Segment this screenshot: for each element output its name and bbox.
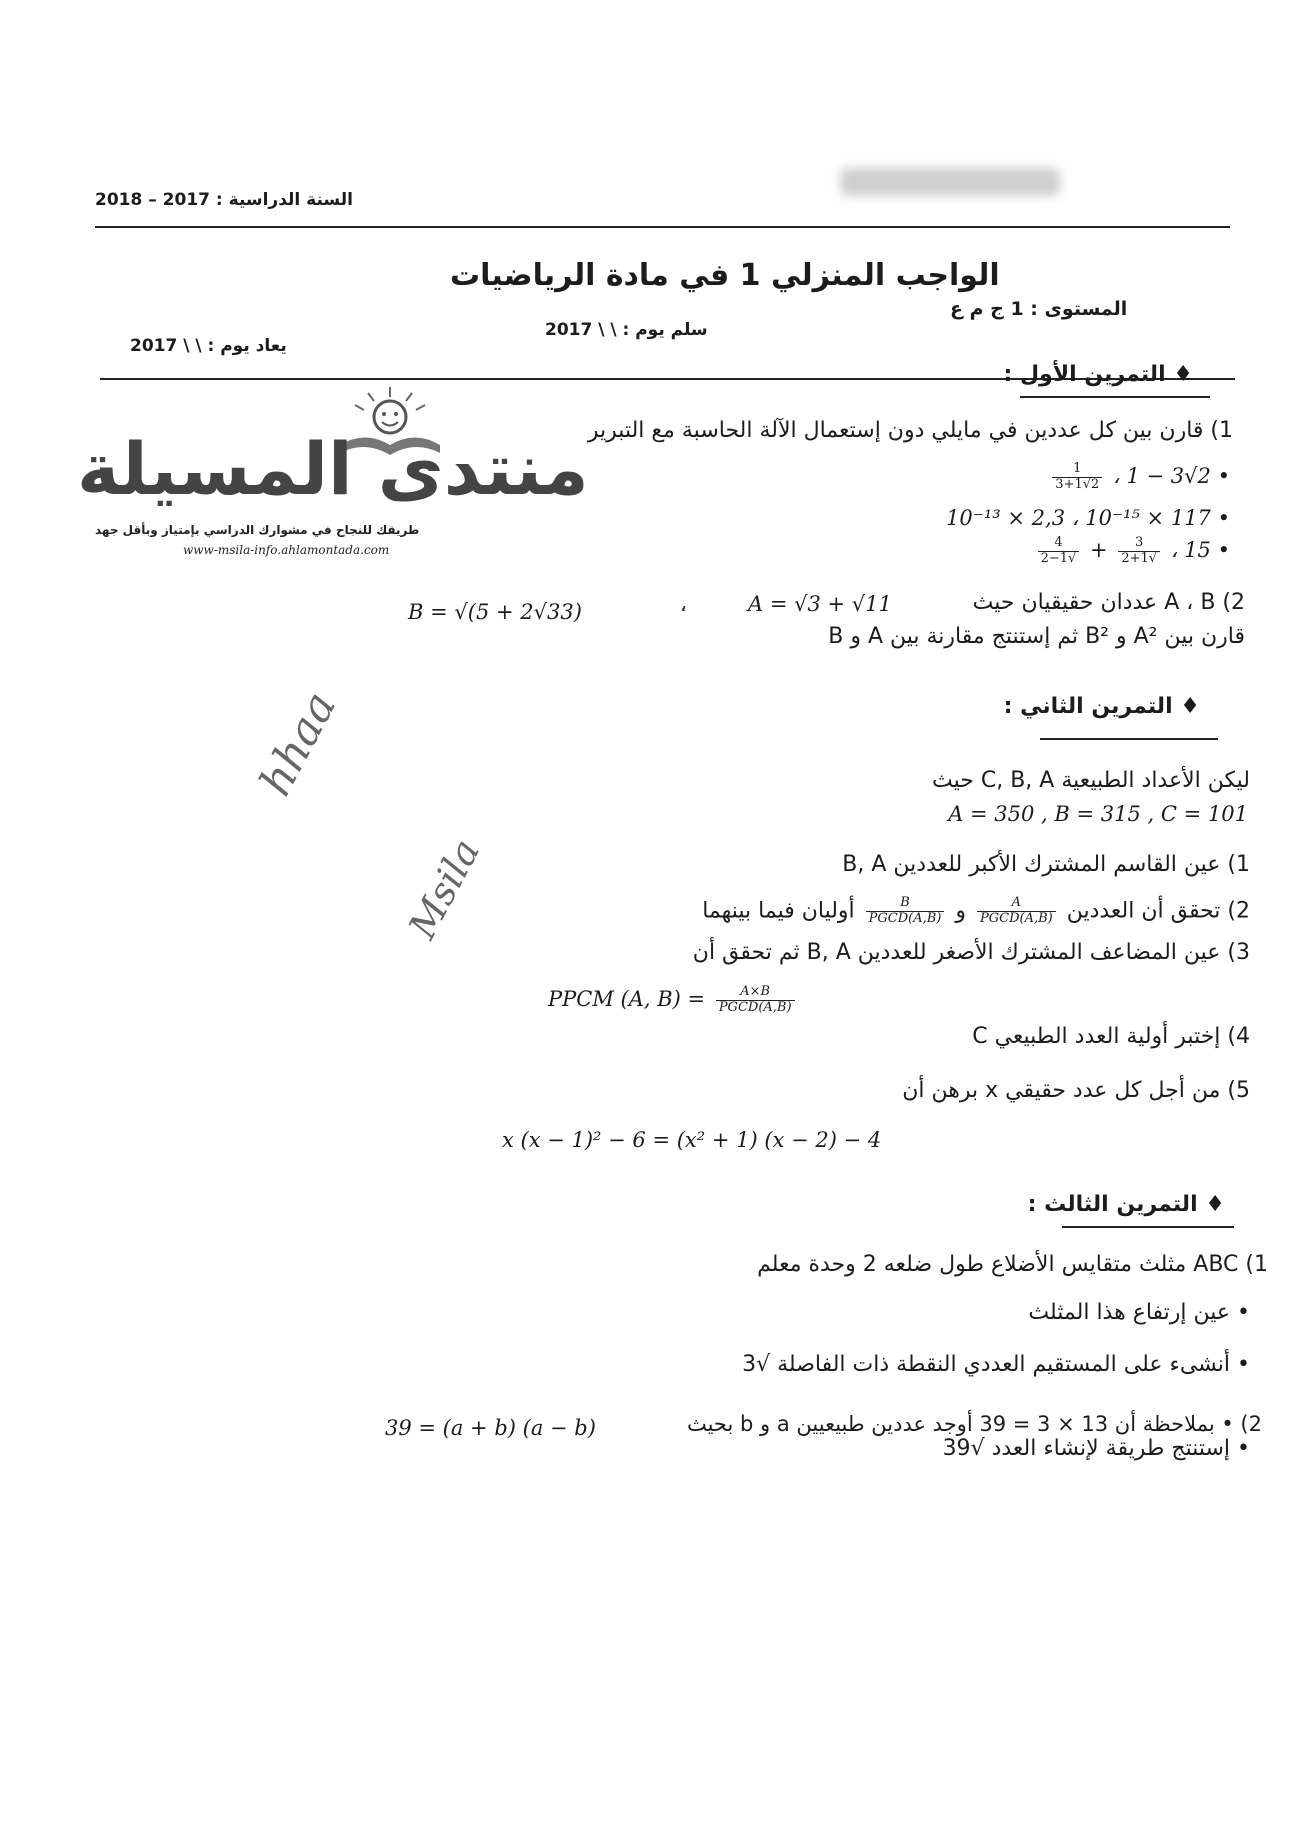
ex2-q2 xyxy=(702,896,1250,927)
ex2-title: ♦ التمرين الثاني : xyxy=(1003,694,1200,719)
ex1-q2-comma: ، xyxy=(680,592,687,616)
handwritten-note-1: hhaa xyxy=(250,683,347,804)
return-date: يعاد يوم : \ \ 2017 xyxy=(130,336,287,356)
ex1-q2b: قارن بين A² و B² ثم إستنتج مقارنة بين A و B xyxy=(828,624,1245,649)
ex2-q2-frac2: $\frac{B}{\text{PGCD(A,B)}}$ xyxy=(866,896,945,927)
ex1-b2: 117 × 10⁻¹⁵ ، 2,3 × 10⁻¹³ xyxy=(946,506,1211,530)
bullet-icon: • xyxy=(1217,537,1230,562)
ex1-b3-frac2: $\frac{3}{√2+1}$ xyxy=(1118,536,1160,567)
ex3-title-underline xyxy=(1062,1226,1234,1228)
logo-url: www-msila-info.ahlamontada.com xyxy=(183,543,390,557)
ex2-q2-end: أوليان فيما بينهما xyxy=(702,898,855,924)
ex1-q2-A: A = √3 + √11 xyxy=(748,592,892,616)
header-rule-top xyxy=(95,226,1230,228)
ex2-intro: ليكن الأعداد الطبيعية C, B, A حيث xyxy=(932,768,1250,793)
ex2-q3-frac: $\frac{A\times B}{\text{PGCD(A,B)}}$ xyxy=(716,985,795,1016)
ex3-b2: • أنشىء على المستقيم العددي النقطة ذات الفاصلة √3 xyxy=(742,1352,1250,1377)
ex3-q2-formula: 39 = (a + b) (a − b) xyxy=(385,1416,596,1440)
ex1-q1: 1) قارن بين كل عددين في مايلي دون إستعمال الآلة الحاسبة مع التبرير xyxy=(587,418,1233,443)
ex3-title: ♦ التمرين الثالث : xyxy=(1027,1192,1225,1217)
ex3-b1: • عين إرتفاع هذا المثلث xyxy=(1028,1300,1250,1325)
ex1-bullet3 xyxy=(1034,536,1230,567)
ex1-b1-frac: $\frac{1}{2√3+1}$ xyxy=(1052,462,1102,493)
bullet-icon: • xyxy=(1217,506,1230,530)
ex2-q5: 5) من أجل كل عدد حقيقي x برهن أن xyxy=(902,1078,1250,1103)
ex1-b3-frac1: $\frac{4}{√2-1}$ xyxy=(1038,536,1080,567)
ex2-q3-formula xyxy=(548,985,799,1016)
ex2-q2-frac1: $\frac{A}{\text{PGCD(A,B)}}$ xyxy=(977,896,1056,927)
ex1-q2: 2) A ، B عددان حقيقيان حيث xyxy=(972,590,1245,615)
logo-tagline: طريقك للنجاح في مشوارك الدراسي بإمتياز وبأقل جهد xyxy=(95,523,420,537)
ex1-b3-left: 15 ، xyxy=(1170,537,1211,562)
ex1-bullet2 xyxy=(946,506,1230,530)
handed-out-date: سلم يوم : \ \ 2017 xyxy=(545,320,708,340)
ex2-q3: 3) عين المضاعف المشترك الأصغر للعددين B, A ثم تحقق أن xyxy=(692,940,1250,965)
ex1-title-underline xyxy=(1020,396,1210,398)
ex1-b1-left: 2√3 − 1 ، xyxy=(1113,463,1211,488)
logo-name: منتدى المسيلة xyxy=(77,427,589,511)
ex2-title-underline xyxy=(1040,738,1218,740)
page-title: الواجب المنزلي 1 في مادة الرياضيات xyxy=(450,258,1000,293)
forum-logo xyxy=(75,385,589,565)
ex2-q4: 4) إختبر أولية العدد الطبيعي C xyxy=(972,1024,1250,1049)
ex2-q2-and: و xyxy=(955,898,966,924)
bullet-icon: • xyxy=(1217,463,1230,488)
ex2-q3-formula-left: PPCM (A, B) = xyxy=(548,986,706,1011)
ex2-values: A = 350 , B = 315 , C = 101 xyxy=(948,802,1248,826)
ex3-q2: 2) • بملاحظة أن 13 × 3 = 39 أوجد عددين طبيعيين a و b بحيث xyxy=(686,1412,1262,1436)
ex1-title: ♦ التمرين الأول : xyxy=(1003,362,1193,387)
ex2-q2-start: 2) تحقق أن العددين xyxy=(1066,898,1250,924)
ex3-q1: 1) ABC مثلث متقايس الأضلاع طول ضلعه 2 وحدة معلم xyxy=(757,1252,1268,1277)
school-year: السنة الدراسية : 2017 – 2018 xyxy=(95,190,353,210)
ex1-q2-B: B = √(5 + 2√33) xyxy=(408,600,582,624)
ex2-q5-formula: x (x − 1)² − 6 = (x² + 1) (x − 2) − 4 xyxy=(502,1128,882,1152)
ex3-q2b: • إستنتج طريقة لإنشاء العدد √39 xyxy=(942,1436,1250,1461)
ex1-bullet1 xyxy=(1048,462,1230,493)
ex1-b3-plus: + xyxy=(1090,537,1108,562)
handwritten-note-2: Msila xyxy=(400,831,489,946)
level-label: المستوى : 1 ج م ع xyxy=(950,298,1128,320)
redacted-school-name xyxy=(840,168,1060,196)
ex2-q1: 1) عين القاسم المشترك الأكبر للعددين B, A xyxy=(842,852,1250,877)
